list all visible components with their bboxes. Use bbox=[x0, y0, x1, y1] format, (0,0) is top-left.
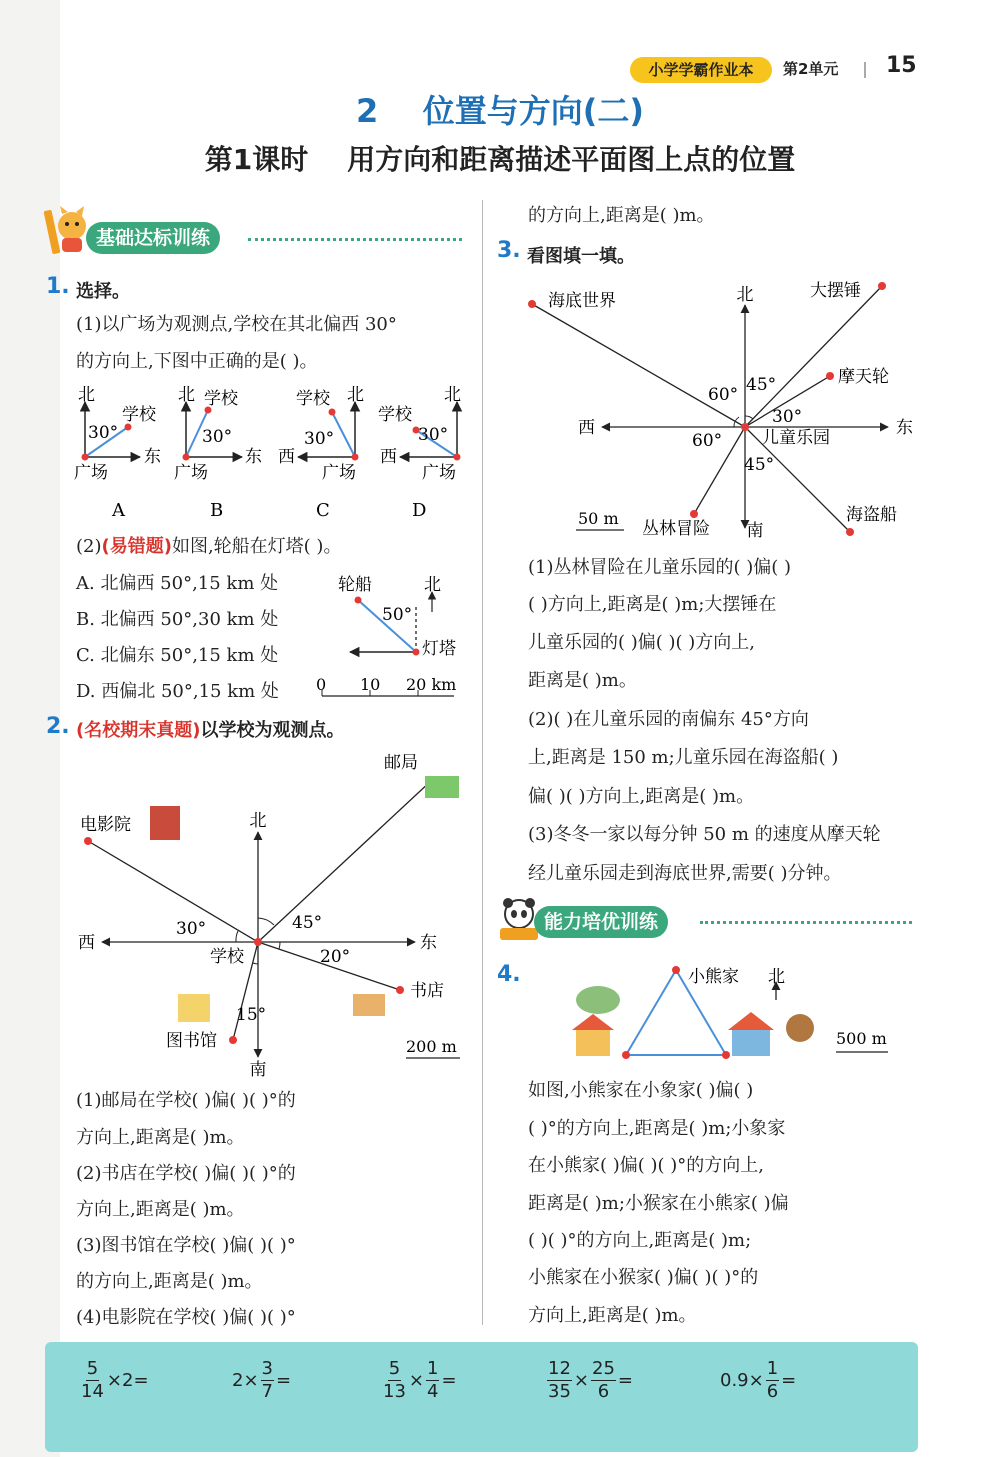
map3-seaworld: 海底世界 bbox=[548, 291, 616, 311]
q4-line-4: 距离是( )m;小猴家在小熊家( )偏 bbox=[528, 1193, 789, 1214]
q2-tag: (名校期末真题) bbox=[76, 720, 201, 741]
section-advanced-dots bbox=[700, 921, 912, 924]
q2-line-3: (2)书店在学校( )偏( )( )°的 bbox=[76, 1163, 296, 1184]
calc1-fraction: $\frac{5}{14}$ bbox=[81, 1358, 104, 1402]
q3-line-9: 经儿童乐园走到海底世界,需要( )分钟。 bbox=[528, 863, 842, 884]
calc4-fraction-a: $\frac{12}{35}$ bbox=[548, 1358, 571, 1402]
calc-item-3: $\frac{5}{13}$ × $\frac{1}{4}$ = bbox=[383, 1358, 457, 1402]
monkey-house-icon bbox=[732, 1028, 770, 1056]
q3-line-6: 上,距离是 150 m;儿童乐园在海盗船( ) bbox=[528, 747, 839, 768]
q1-number: 1. bbox=[46, 274, 70, 299]
scale-10: 10 bbox=[360, 675, 381, 694]
q3-line-3: 儿童乐园的( )偏( )( )方向上, bbox=[528, 632, 756, 653]
section-basic-header: 基础达标训练 bbox=[86, 222, 220, 254]
bookstore-icon bbox=[353, 994, 385, 1016]
amusement-park-map bbox=[510, 270, 920, 550]
q1-title: 选择。 bbox=[76, 281, 130, 302]
option-a-letter: A bbox=[112, 500, 125, 521]
option-a-north: 北 bbox=[78, 385, 95, 405]
q1-part2-prefix: (2) bbox=[76, 536, 102, 557]
column-divider bbox=[482, 200, 483, 1325]
series-badge: 小学学霸作业本 bbox=[630, 57, 772, 83]
q1-choice-a: A. 北偏西 50°,15 km 处 bbox=[76, 573, 279, 594]
monkey-icon bbox=[786, 1014, 814, 1042]
ship-label: 轮船 bbox=[338, 575, 372, 595]
q2-line-4: 方向上,距离是( )m。 bbox=[76, 1199, 245, 1220]
option-d-letter: D bbox=[412, 500, 427, 521]
option-d-target: 学校 bbox=[378, 405, 412, 425]
page-number: 15 bbox=[886, 53, 917, 78]
option-b-angle: 30° bbox=[202, 427, 233, 447]
map2-post: 邮局 bbox=[384, 753, 418, 773]
q4-north: 北 bbox=[768, 967, 785, 987]
header-divider bbox=[864, 62, 866, 78]
option-c-origin: 广场 bbox=[322, 463, 356, 483]
map3-center: 儿童乐园 bbox=[762, 428, 830, 448]
calc3-fraction-b: $\frac{1}{4}$ bbox=[427, 1358, 439, 1402]
calc-item-5 bbox=[720, 1358, 796, 1403]
homes-triangle-figure bbox=[568, 958, 908, 1068]
q1-part1-line2: 的方向上,下图中正确的是( )。 bbox=[76, 351, 318, 372]
calc5-op: = bbox=[781, 1370, 797, 1391]
section-advanced-header: 能力培优训练 bbox=[534, 906, 668, 938]
map2-a30: 30° bbox=[176, 919, 207, 939]
option-c-target: 学校 bbox=[296, 389, 330, 409]
map2-south: 南 bbox=[249, 1060, 267, 1080]
q1-part2-text: 如图,轮船在灯塔( )。 bbox=[171, 536, 342, 557]
calc3-fraction-a: $\frac{5}{13}$ bbox=[383, 1358, 406, 1402]
calc-item-2 bbox=[232, 1358, 291, 1403]
option-c-north: 北 bbox=[347, 385, 364, 405]
option-a-east: 东 bbox=[144, 447, 161, 467]
q1-choice-b: B. 北偏西 50°,30 km 处 bbox=[76, 609, 279, 630]
q1-choice-c: C. 北偏东 50°,15 km 处 bbox=[76, 645, 279, 666]
q1-option-figures bbox=[70, 382, 470, 522]
calc2-pre: 2× bbox=[232, 1370, 259, 1391]
map3-a60-upper: 60° bbox=[708, 385, 739, 405]
scale-0: 0 bbox=[316, 675, 327, 694]
map3-north: 北 bbox=[736, 285, 754, 305]
option-a-figure bbox=[74, 385, 161, 521]
option-c-west: 西 bbox=[278, 447, 295, 467]
map3-a45-upper: 45° bbox=[746, 375, 777, 395]
q3-line-4: 距离是( )m。 bbox=[528, 670, 637, 691]
section-basic-dots bbox=[248, 238, 462, 241]
tower-label: 灯塔 bbox=[422, 639, 456, 659]
calc2-op: = bbox=[276, 1370, 292, 1391]
q2-line-1: (1)邮局在学校( )偏( )( )°的 bbox=[76, 1090, 296, 1111]
q4-line-2: ( )°的方向上,距离是( )m;小象家 bbox=[528, 1118, 786, 1139]
q4-line-7: 方向上,距离是( )m。 bbox=[528, 1305, 697, 1326]
option-b-target: 学校 bbox=[204, 389, 238, 409]
map2-cinema: 电影院 bbox=[80, 815, 131, 835]
q1-part2-tag: (易错题) bbox=[101, 536, 172, 557]
map3-scale: 50 m bbox=[578, 509, 619, 528]
map3-south: 南 bbox=[746, 521, 764, 541]
q2-line-6: 的方向上,距离是( )m。 bbox=[76, 1271, 263, 1292]
calc-item-4: $\frac{12}{35}$ × $\frac{25}{6}$ = bbox=[548, 1358, 633, 1402]
q3-line-2: ( )方向上,距离是( )m;大摆锤在 bbox=[528, 594, 777, 615]
ship-fig-north: 北 bbox=[424, 575, 441, 595]
map3-jungle: 丛林冒险 bbox=[642, 519, 710, 539]
ship-lighthouse-figure bbox=[312, 570, 472, 700]
map2-library: 图书馆 bbox=[166, 1031, 217, 1051]
school-direction-map bbox=[70, 742, 470, 1082]
q4-scale: 500 m bbox=[836, 1029, 887, 1048]
option-d-figure bbox=[378, 385, 461, 521]
map3-a60-lower: 60° bbox=[692, 431, 723, 451]
cat-pencil-icon bbox=[38, 204, 94, 260]
option-b-figure bbox=[174, 385, 262, 521]
q2-continued-line: 的方向上,距离是( )m。 bbox=[528, 205, 715, 226]
map2-scale: 200 m bbox=[406, 1037, 457, 1056]
q4-number: 4. bbox=[497, 962, 521, 987]
calc2-fraction: $\frac{3}{7}$ bbox=[261, 1358, 273, 1402]
map3-a30: 30° bbox=[772, 407, 803, 427]
q2-line-7: (4)电影院在学校( )偏( )( )° bbox=[76, 1307, 296, 1328]
q1-part1-line1: (1)以广场为观测点,学校在其北偏西 30° bbox=[76, 314, 397, 335]
elephant-house-icon bbox=[576, 1028, 610, 1056]
map2-a15: 15° bbox=[236, 1005, 267, 1025]
calc-item-1 bbox=[78, 1358, 149, 1403]
option-a-target: 学校 bbox=[122, 405, 156, 425]
q2-number: 2. bbox=[46, 714, 70, 739]
q3-title: 看图填一填。 bbox=[527, 246, 635, 267]
map2-a45: 45° bbox=[292, 913, 323, 933]
q3-line-8: (3)冬冬一家以每分钟 50 m 的速度从摩天轮 bbox=[528, 824, 881, 845]
calc5-fraction: $\frac{1}{6}$ bbox=[766, 1358, 779, 1402]
option-d-angle: 30° bbox=[418, 425, 449, 445]
calc4-fraction-b: $\frac{25}{6}$ bbox=[592, 1358, 615, 1402]
q3-line-5: (2)( )在儿童乐园的南偏东 45°方向 bbox=[528, 709, 809, 730]
scale-20km: 20 km bbox=[406, 675, 457, 694]
option-b-letter: B bbox=[210, 500, 224, 521]
map2-north: 北 bbox=[249, 811, 267, 831]
q4-line-6: 小熊家在小猴家( )偏( )( )°的 bbox=[528, 1267, 759, 1288]
map3-ferris: 摩天轮 bbox=[838, 367, 889, 387]
option-c-figure bbox=[278, 385, 364, 521]
q2-line-2: 方向上,距离是( )m。 bbox=[76, 1127, 245, 1148]
option-b-north: 北 bbox=[178, 385, 195, 405]
map3-pendulum: 大摆锤 bbox=[810, 281, 861, 301]
cinema-icon bbox=[150, 806, 180, 840]
elephant-icon bbox=[576, 986, 620, 1014]
option-c-letter: C bbox=[316, 500, 330, 521]
option-d-west: 西 bbox=[380, 447, 397, 467]
map2-center: 学校 bbox=[210, 947, 244, 967]
option-c-angle: 30° bbox=[304, 429, 335, 449]
library-icon bbox=[178, 994, 210, 1022]
lesson-title: 2 位置与方向(二) bbox=[355, 92, 645, 130]
map2-east: 东 bbox=[420, 933, 437, 953]
calc1-op: ×2= bbox=[106, 1370, 149, 1391]
q4-line-3: 在小熊家( )偏( )( )°的方向上, bbox=[528, 1155, 765, 1176]
option-a-origin: 广场 bbox=[74, 463, 108, 483]
q2-title-line bbox=[76, 716, 344, 742]
unit-label: 第2单元 bbox=[783, 60, 839, 78]
option-b-origin: 广场 bbox=[174, 463, 208, 483]
map2-a20: 20° bbox=[320, 947, 351, 967]
q4-line-1: 如图,小熊家在小象家( )偏( ) bbox=[528, 1080, 754, 1101]
q4-line-5: ( )( )°的方向上,距离是( )m; bbox=[528, 1230, 752, 1251]
q2-line-5: (3)图书馆在学校( )偏( )( )° bbox=[76, 1235, 296, 1256]
option-b-east: 东 bbox=[245, 447, 262, 467]
map2-west: 西 bbox=[78, 933, 95, 953]
q2-title: 以学校为观测点。 bbox=[200, 720, 345, 741]
map2-bookstore: 书店 bbox=[410, 981, 444, 1001]
map3-east: 东 bbox=[896, 418, 913, 438]
option-d-origin: 广场 bbox=[422, 463, 456, 483]
option-d-north: 北 bbox=[444, 385, 461, 405]
q1-part2-line bbox=[76, 528, 341, 565]
map3-a45-lower: 45° bbox=[744, 455, 775, 475]
q3-number: 3. bbox=[497, 238, 521, 263]
q4-bear-label: 小熊家 bbox=[688, 967, 739, 987]
map3-pirate: 海盗船 bbox=[846, 505, 897, 525]
q1-choice-d: D. 西偏北 50°,15 km 处 bbox=[76, 681, 279, 702]
post-office-icon bbox=[425, 776, 459, 798]
q3-line-1: (1)丛林冒险在儿童乐园的( )偏( ) bbox=[528, 557, 792, 578]
option-a-angle: 30° bbox=[88, 423, 119, 443]
calc5-pre: 0.9× bbox=[720, 1370, 764, 1391]
lesson-subtitle: 第1课时 用方向和距离描述平面图上点的位置 bbox=[204, 143, 796, 176]
q3-line-7: 偏( )( )方向上,距离是( )m。 bbox=[528, 786, 755, 807]
map3-west: 西 bbox=[578, 418, 595, 438]
ship-fig-angle: 50° bbox=[382, 605, 413, 625]
